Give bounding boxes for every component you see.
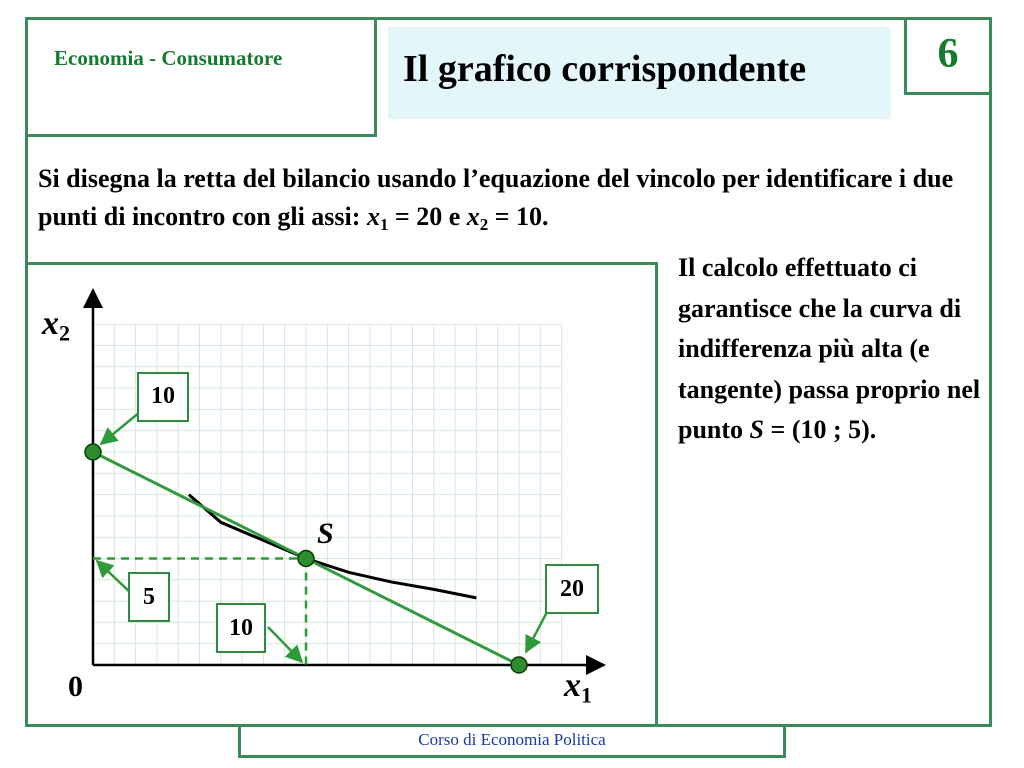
- side-text-coords: = (10 ; 5).: [764, 415, 877, 444]
- y-axis-label: [42, 305, 70, 347]
- intro-text: Si disegna la retta del bilancio usando l’equazione del vincolo per identificare i due punti di incontro con gli assi:: [38, 164, 954, 231]
- origin-label: 0: [68, 670, 83, 703]
- intro-sub-1: 1: [379, 215, 389, 235]
- footer-text: Corso di Economia Politica: [418, 730, 606, 749]
- intro-var-x2: x: [466, 202, 480, 231]
- subject-label: Economia - Consumatore: [54, 46, 283, 70]
- footer-box: [238, 724, 786, 758]
- page-number: 6: [937, 31, 959, 77]
- intro-eq-2: = 10.: [488, 202, 549, 231]
- y-axis-sub: 2: [59, 320, 71, 346]
- slide-title: Il grafico corrispondente: [403, 48, 807, 90]
- callout-box-s-x2: 5: [128, 572, 170, 622]
- intro-var-x1: x: [366, 202, 380, 231]
- callout-arrow-x1-intercept: [526, 612, 547, 652]
- intro-eq-1: = 20 e: [388, 202, 467, 231]
- callout-box-s-x1: 10: [216, 603, 266, 653]
- x-axis-label: [564, 667, 592, 709]
- point-s-label: S: [317, 517, 334, 550]
- point-s: [298, 551, 314, 567]
- y-axis-var: x: [42, 305, 59, 342]
- callout-box-x2-intercept: 10: [137, 372, 189, 422]
- point-x2-intercept: [85, 444, 101, 460]
- intro-sub-2: 2: [479, 215, 489, 235]
- callout-box-x1-intercept: 20: [545, 564, 599, 614]
- x-axis-var: x: [564, 667, 581, 704]
- point-x1-intercept: [511, 657, 527, 673]
- side-text-main: Il calcolo effettuato ci garantisce che la curva di indifferenza più alta (e tangente) passa proprio nel punto: [678, 253, 981, 444]
- side-text-point: S: [749, 415, 765, 444]
- callout-arrow-x2-intercept: [101, 412, 140, 444]
- side-paragraph: [678, 248, 988, 451]
- x-axis-sub: 1: [581, 682, 593, 708]
